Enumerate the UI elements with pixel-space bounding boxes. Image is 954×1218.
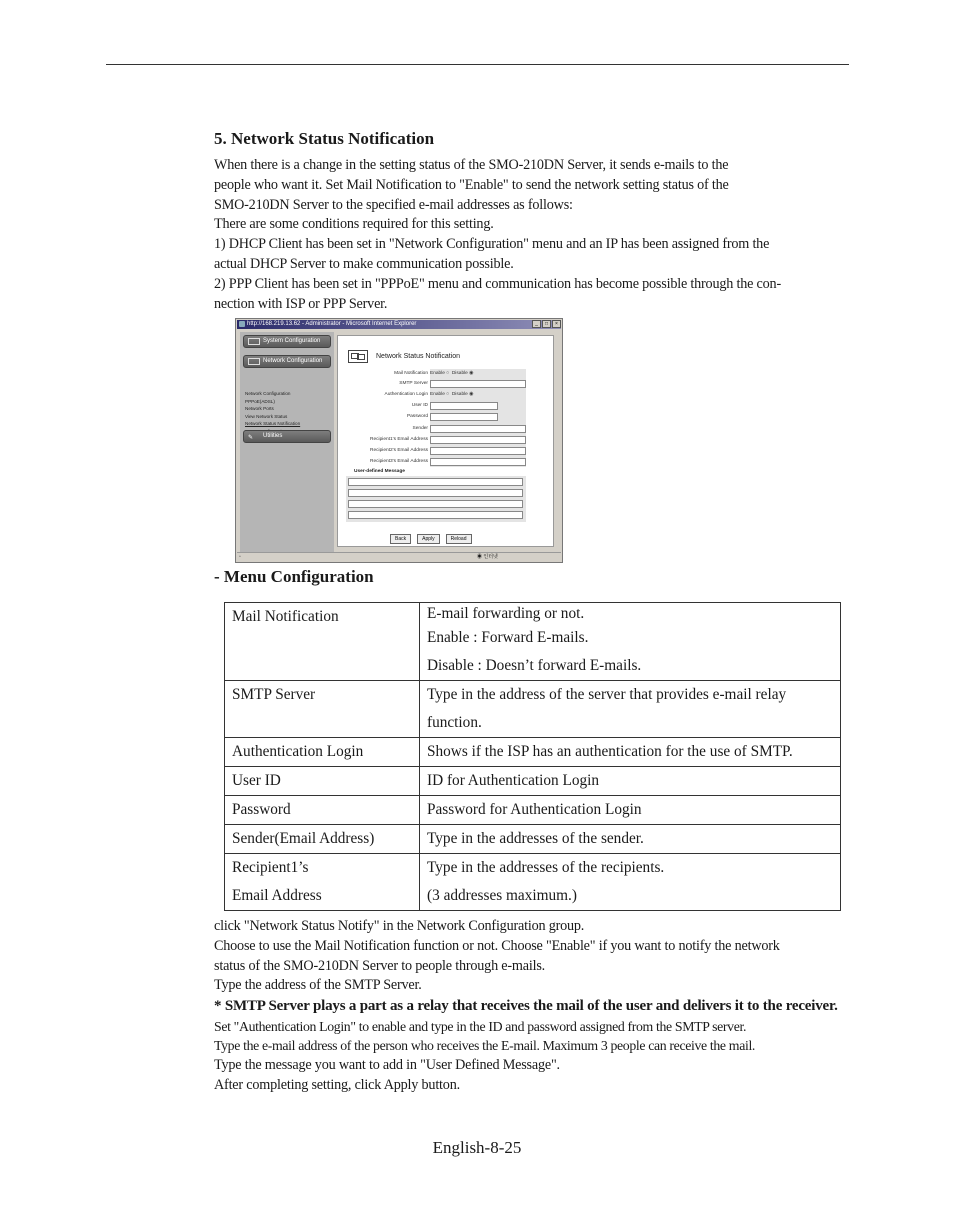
table-cell-name: SMTP Server (225, 681, 420, 738)
user-message-input[interactable] (348, 500, 523, 508)
field-label: User ID (411, 403, 428, 408)
intro-line: SMO-210DN Server to the specified e-mail addresses as follows: (214, 196, 573, 213)
table-cell-desc: Type in the address of the server that provides e-mail relay function. (420, 681, 841, 738)
instructions-text (214, 917, 850, 1096)
field-label: SMTP Server (399, 381, 428, 386)
intro-line: There are some conditions required for this setting. (214, 216, 494, 233)
intro-line: people who want it. Set Mail Notification to "Enable" to send the network setting status of the (214, 176, 729, 193)
close-icon[interactable]: × (552, 320, 561, 328)
user-message-label: User-defined Message (354, 469, 405, 474)
instruction-line: Type the address of the SMTP Server. (214, 977, 422, 994)
window-controls (532, 320, 561, 328)
field-label: Recipient2's Email Address (370, 448, 428, 453)
recipient3-input[interactable] (430, 458, 526, 466)
field-label: Mail Notification (394, 371, 428, 376)
table-row (225, 603, 841, 681)
recipient2-input[interactable] (430, 447, 526, 455)
table-row (225, 825, 841, 854)
network-icon (248, 358, 260, 365)
header-rule (106, 64, 849, 65)
field-label: Sender (412, 426, 428, 431)
sidebar-button-label: System Configuration (263, 338, 321, 344)
wrench-icon: ✎ (248, 435, 254, 441)
sidebar-button-system-configuration[interactable] (243, 335, 331, 348)
sidebar-link[interactable]: View Network Status (245, 413, 288, 419)
field-label: Recipient3's Email Address (370, 459, 428, 464)
table-row (225, 854, 841, 911)
monitor-icon (248, 338, 260, 345)
field-authentication-login (346, 391, 524, 400)
table-row (225, 681, 841, 738)
table-cell-desc: Type in the addresses of the recipients. (3 addresses maximum.) (420, 854, 841, 911)
field-password (346, 413, 524, 422)
sidebar-button-label: Utilities (263, 433, 283, 439)
ie-icon (239, 321, 245, 327)
user-message-input[interactable] (348, 511, 523, 519)
content-area (334, 332, 558, 556)
sidebar-link[interactable]: Network Configuration (245, 391, 291, 396)
sidebar-button-network-configuration[interactable] (243, 355, 331, 368)
field-user-id (346, 402, 524, 411)
panel-title: Network Status Notification (376, 353, 461, 360)
smtp-server-input[interactable] (430, 380, 526, 388)
network-status-icon (348, 350, 368, 363)
window-title: http://168.219.13.62 - Administrator - Microsoft Internet Explorer (247, 321, 417, 327)
table-cell-name: Authentication Login (225, 738, 420, 767)
internet-zone-label: ◉ 인터넷 (477, 554, 498, 560)
instruction-line: Choose to use the Mail Notification function or not. Choose "Enable" if you want to notify the network (214, 937, 780, 954)
page-number: English-8-25 (432, 1138, 522, 1157)
table-cell-name: User ID (225, 767, 420, 796)
field-sender (346, 425, 524, 434)
menu-config-title: - Menu Configuration (214, 567, 374, 586)
sidebar-button-label: Network Configuration (263, 358, 323, 364)
sidebar-links (245, 390, 300, 435)
field-label: Password (406, 414, 428, 419)
back-button[interactable]: Back (390, 534, 411, 544)
sidebar (240, 332, 334, 556)
instruction-line: Type the message you want to add in "User Defined Message". (214, 1057, 560, 1074)
auth-login-radios[interactable]: Enable ○ Disable ◉ (430, 392, 474, 397)
intro-line: nection with ISP or PPP Server. (214, 295, 388, 312)
field-recipient3 (346, 458, 524, 467)
sidebar-button-utilities[interactable] (243, 430, 331, 443)
browser-screenshot (235, 318, 563, 563)
password-input[interactable] (430, 413, 498, 421)
table-cell-name: Password (225, 796, 420, 825)
sidebar-link[interactable]: Network Ports (245, 406, 274, 411)
table-row (225, 767, 841, 796)
user-message-input[interactable] (348, 489, 523, 497)
intro-line: 1) DHCP Client has been set in "Network Configuration" menu and an IP has been assigned from the (214, 236, 770, 253)
intro-line: 2) PPP Client has been set in "PPPoE" menu and communication has become possible through the con- (214, 275, 781, 292)
recipient1-input[interactable] (430, 436, 526, 444)
field-smtp-server (346, 380, 524, 389)
form-buttons (390, 534, 472, 544)
table-row (225, 738, 841, 767)
field-recipient1 (346, 436, 524, 445)
page-icon: ▫ (239, 554, 241, 560)
field-label: Authentication Login (384, 392, 428, 397)
mail-notification-radios[interactable]: Enable ○ Disable ◉ (430, 371, 474, 376)
section-title: 5. Network Status Notification (214, 129, 435, 148)
table-cell-desc: Shows if the ISP has an authentication for the use of SMTP. (420, 738, 841, 767)
instruction-line: status of the SMO-210DN Server to people through e-mails. (214, 957, 546, 974)
reload-button[interactable]: Reload (446, 534, 472, 544)
table-cell-desc: Password for Authentication Login (420, 796, 841, 825)
table-cell-name: Recipient1’s Email Address (225, 854, 420, 911)
apply-button[interactable]: Apply (417, 534, 440, 544)
user-message-input[interactable] (348, 478, 523, 486)
smtp-note: * SMTP Server plays a part as a relay that receives the mail of the user and delivers it to the receiver. (214, 998, 838, 1015)
intro-line: actual DHCP Server to make communication possible. (214, 255, 514, 272)
instruction-line: Type the e-mail address of the person who receives the E-mail. Maximum 3 people can receive the mail. (214, 1038, 756, 1054)
table-cell-desc: Type in the addresses of the sender. (420, 825, 841, 854)
sender-input[interactable] (430, 425, 526, 433)
settings-panel (337, 335, 554, 547)
table-cell-name: Sender(Email Address) (225, 825, 420, 854)
table-cell-name: Mail Notification (225, 603, 420, 681)
table-cell-desc: ID for Authentication Login (420, 767, 841, 796)
instruction-line: After completing setting, click Apply button. (214, 1077, 460, 1094)
sidebar-link[interactable]: PPPoE(ADSL) (245, 398, 275, 404)
intro-line: When there is a change in the setting status of the SMO-210DN Server, it sends e-mails to the (214, 157, 729, 173)
window-titlebar (237, 320, 561, 329)
field-label: Recipient1's Email Address (370, 437, 428, 442)
field-mail-notification (346, 370, 524, 379)
instruction-line: Set "Authentication Login" to enable and type in the ID and password assigned from the SMTP server. (214, 1018, 747, 1034)
intro-text (214, 156, 850, 314)
field-recipient2 (346, 447, 524, 456)
table-cell-desc: E-mail forwarding or not. Enable : Forward E-mails. Disable : Doesn’t forward E-mails. (420, 603, 841, 681)
instruction-line: click "Network Status Notify" in the Network Configuration group. (214, 918, 585, 934)
maximize-icon[interactable]: □ (542, 320, 551, 328)
menu-config-table (224, 602, 841, 911)
status-bar (237, 552, 561, 561)
minimize-icon[interactable]: _ (532, 320, 541, 328)
sidebar-link-active[interactable]: Network Status Notification (245, 421, 301, 426)
user-id-input[interactable] (430, 402, 498, 410)
table-row (225, 796, 841, 825)
